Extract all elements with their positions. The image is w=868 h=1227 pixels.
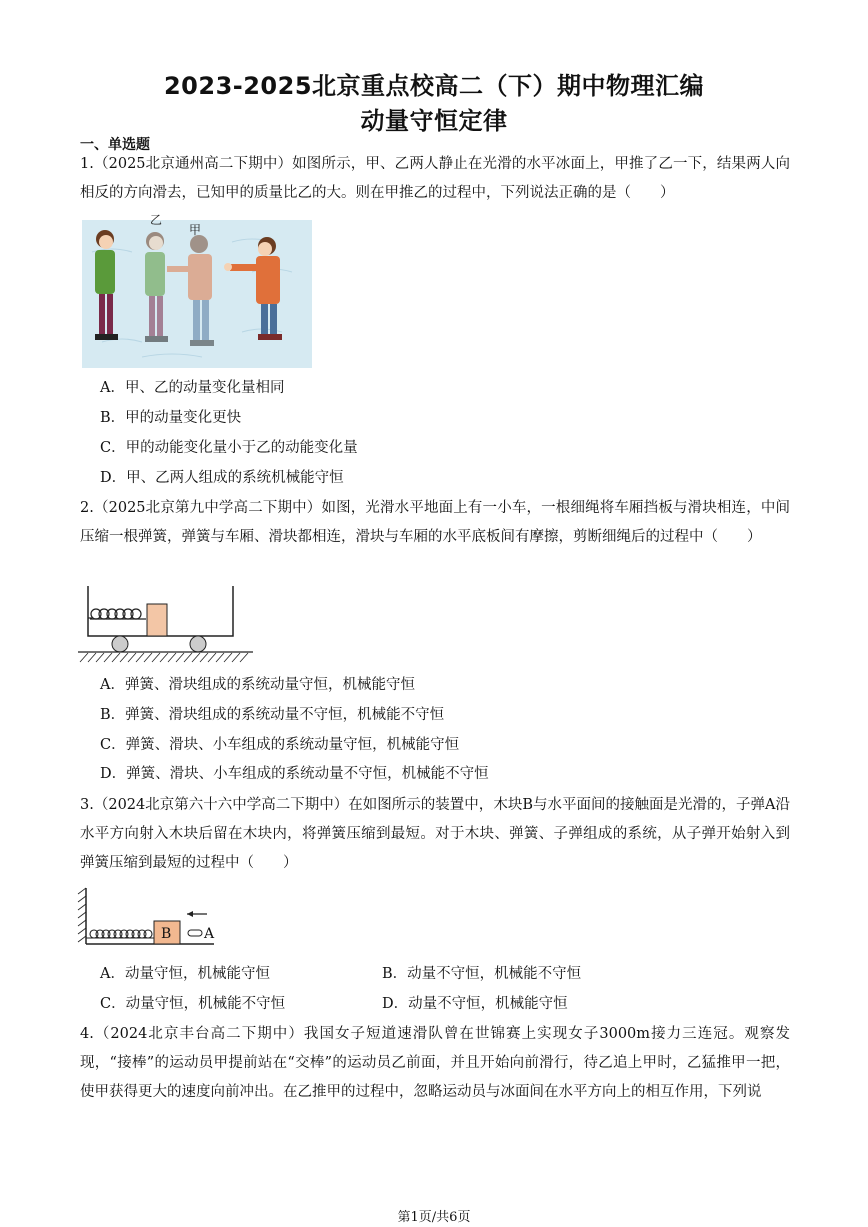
page-footer: 第1页/共6页: [397, 1210, 471, 1225]
label-yi: 乙: [150, 213, 163, 227]
q3-option-d: D．动量不守恒，机械能守恒: [382, 996, 568, 1012]
q2-option-c: C．弹簧、滑块、小车组成的系统动量守恒，机械能守恒: [100, 737, 460, 753]
velocity-arrowhead: [187, 911, 193, 917]
q1-option-c: C．甲的动能变化量小于乙的动能变化量: [100, 440, 358, 456]
spring: [88, 609, 146, 619]
q2-option-a: A．弹簧、滑块组成的系统动量守恒，机械能守恒: [100, 677, 415, 693]
wheel-right: [190, 636, 206, 652]
ground-hatch: [80, 653, 248, 662]
spring: [86, 930, 154, 938]
q3-option-a: A．动量守恒，机械能守恒: [100, 966, 270, 982]
label-jia: 甲: [189, 223, 202, 237]
page-title: 2023-2025北京重点校高二（下）期中物理汇编: [163, 72, 705, 100]
q3-option-c: C．动量守恒，机械能不守恒: [100, 996, 286, 1012]
question-3-text: 3.（2024北京第六十六中学高二下期中）在如图所示的装置中，木块B与水平面间的接触面是光滑的，子弹A沿水平方向射入木块后留在木块内，将弹簧压缩到最短。对于木块、弹簧、子弹组成的系统，从子弹开始射入到弹簧压缩到最短的过程中（ ）: [80, 797, 790, 871]
q1-option-b: B．甲的动量变化更快: [100, 410, 242, 426]
page-subtitle: 动量守恒定律: [360, 107, 508, 135]
section-title: 一、单选题: [80, 137, 150, 153]
q3-option-b: B．动量不守恒，机械能不守恒: [382, 966, 582, 982]
q1-option-d: D．甲、乙两人组成的系统机械能守恒: [100, 470, 344, 486]
cart-spring-figure: [78, 584, 258, 666]
skaters-figure: [82, 212, 312, 368]
wall-hatch: [78, 888, 86, 942]
slider-block: [147, 604, 167, 636]
bullet-a: [188, 930, 202, 936]
q2-option-b: B．弹簧、滑块组成的系统动量不守恒，机械能不守恒: [100, 707, 445, 723]
question-4-text: 4.（2024北京丰台高二下期中）我国女子短道速滑队曾在世锦赛上实现女子3000m接力三连冠。观察发现，“接棒”的运动员甲提前站在“交棒”的运动员乙前面，并且开始向前滑行，待乙追上甲时，乙猛推甲一把，使甲获得更大的速度向前冲出。在乙推甲的过程中，忽略运动员与冰面间在水平方向上的相互作用，下列说: [80, 1026, 790, 1100]
question-1-text: 1.（2025北京通州高二下期中）如图所示，甲、乙两人静止在光滑的水平冰面上，甲推了乙一下，结果两人向相反的方向滑去，已知甲的质量比乙的大。则在甲推乙的过程中，下列说法正确的是（ ）: [80, 156, 790, 201]
question-2-text: 2.（2025北京第九中学高二下期中）如图，光滑水平地面上有一小车，一根细绳将车厢挡板与滑块相连，中间压缩一根弹簧，弹簧与车厢、滑块都相连，滑块与车厢的水平底板间有摩擦，剪断细绳后的过程中（ ）: [80, 500, 790, 545]
bullet-block-figure: [74, 884, 234, 952]
wheel-left: [112, 636, 128, 652]
q1-option-a: A．甲、乙的动量变化量相同: [100, 380, 285, 396]
q2-option-d: D．弹簧、滑块、小车组成的系统动量不守恒，机械能不守恒: [100, 766, 489, 782]
label-b: B: [161, 926, 172, 942]
label-a: A: [204, 926, 215, 942]
